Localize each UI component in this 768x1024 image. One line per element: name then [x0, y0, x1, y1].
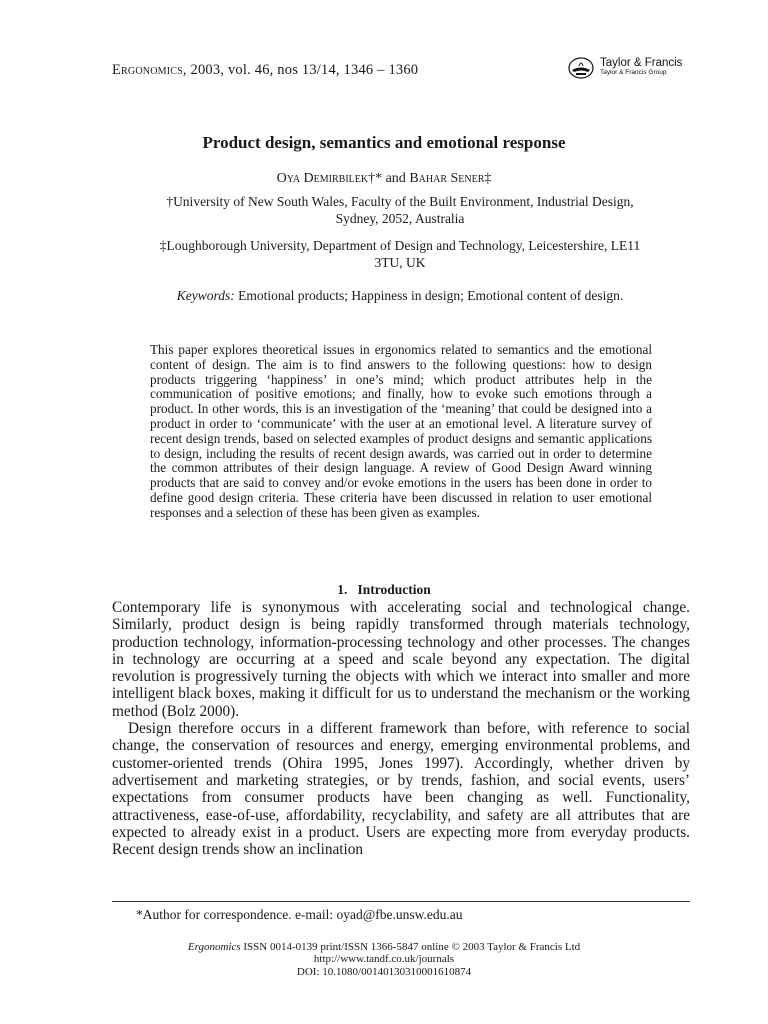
footer-journal: Ergonomics	[187, 941, 241, 953]
footnote-divider	[112, 901, 690, 902]
section-number: 1.	[337, 582, 348, 597]
affiliation-2: ‡Loughborough University, Department of Design and Technology, Leicestershire, LE11 3TU, UK	[159, 238, 641, 270]
keywords-text: Emotional products; Happiness in design; Emotional content of design.	[234, 288, 624, 303]
keywords	[150, 287, 650, 304]
footnote: *Author for correspondence. e-mail: oyad@fbe.unsw.edu.au	[136, 907, 463, 922]
page-footer	[0, 941, 768, 978]
author-2: Bahar Sener	[409, 171, 485, 186]
running-head	[112, 62, 418, 79]
author-conjunction: and	[382, 171, 410, 186]
body-text	[112, 599, 690, 858]
paragraph: Design therefore occurs in a different framework than before, with reference to social change, the conservation of resources and energy, emerging environmental problems, and customer-oriented trends (Ohira 1995, Jones 1997). Accordingly, whether driven by advertisement and marketing strategies, or by trends, fashion, and social events, users’ expectations from consumer products have been changing as well. Functionality, attractiveness, ease-of-use, affordability, recyclability, and safety are all attributes that are expected to already exist in a product. Users are expecting more from everyday products. Recent design trends show an inclination	[112, 720, 690, 859]
keywords-label: Keywords:	[176, 288, 235, 303]
section-title: Introduction	[357, 582, 431, 597]
footer-doi: DOI: 10.1080/00140130310001610874	[296, 965, 472, 978]
volume-info: , 2003, vol. 46, nos 13/14, 1346 – 1360	[182, 62, 419, 78]
affiliation-1: †University of New South Wales, Faculty of the Built Environment, Industrial Design, Sydney, 2052, Australia	[166, 194, 634, 226]
publisher-name: Taylor & Francis	[600, 56, 683, 69]
author-line	[0, 171, 768, 187]
journal-name: Ergonomics	[112, 62, 183, 78]
paragraph: Contemporary life is synonymous with accelerating social and technological change. Similarly, product design is being rapidly transformed through materials technology, production technology, information-processing technology and other processes. The changes in technology are occurring at a speed and scale beyond any expectation. The digital revolution is progressively turning the objects with which we interact into smaller and more intelligent black boxes, making it difficult for us to understand the mechanism or the working method (Bolz 2000).	[112, 599, 690, 720]
publisher-logo	[566, 52, 686, 82]
abstract: This paper explores theoretical issues in ergonomics related to semantics and the emotional content of design. The aim is to find answers to the following questions: how to design products triggering ‘happiness’ in one’s mind; which product attributes help in the communication of positive emotions; and finally, how to evoke such emotions through a product. In other words, this is an investigation of the ‘meaning’ that could be designed into a product in order to ‘communicate’ with the user at an emotional level. A literature survey of recent design trends, based on selected examples of product designs and semantic applications to design, including the results of recent design awards, was carried out in order to determine the common attributes of their design language. A review of Good Design Award winning products that are said to convey and/or evoke emotions in the users has been done in order to define good design criteria. These criteria have been discussed in relation to user emotional responses and a selection of these has been given as examples.	[150, 342, 652, 520]
footer-url: http://www.tandf.co.uk/journals	[313, 953, 455, 966]
oil-lamp-icon	[566, 54, 596, 80]
publisher-group: Taylor & Francis Group	[600, 69, 667, 76]
paper-title: Product design, semantics and emotional response	[202, 133, 566, 152]
author-1: Oya Demirbilek	[276, 171, 369, 186]
section-heading	[0, 582, 768, 598]
footer-issn: ISSN 0014-0139 print/ISSN 1366-5847 online © 2003 Taylor & Francis Ltd	[240, 941, 581, 953]
footer-issn-line	[0, 941, 768, 953]
author-2-marks: ‡	[484, 171, 492, 186]
author-1-marks: †*	[368, 171, 383, 186]
